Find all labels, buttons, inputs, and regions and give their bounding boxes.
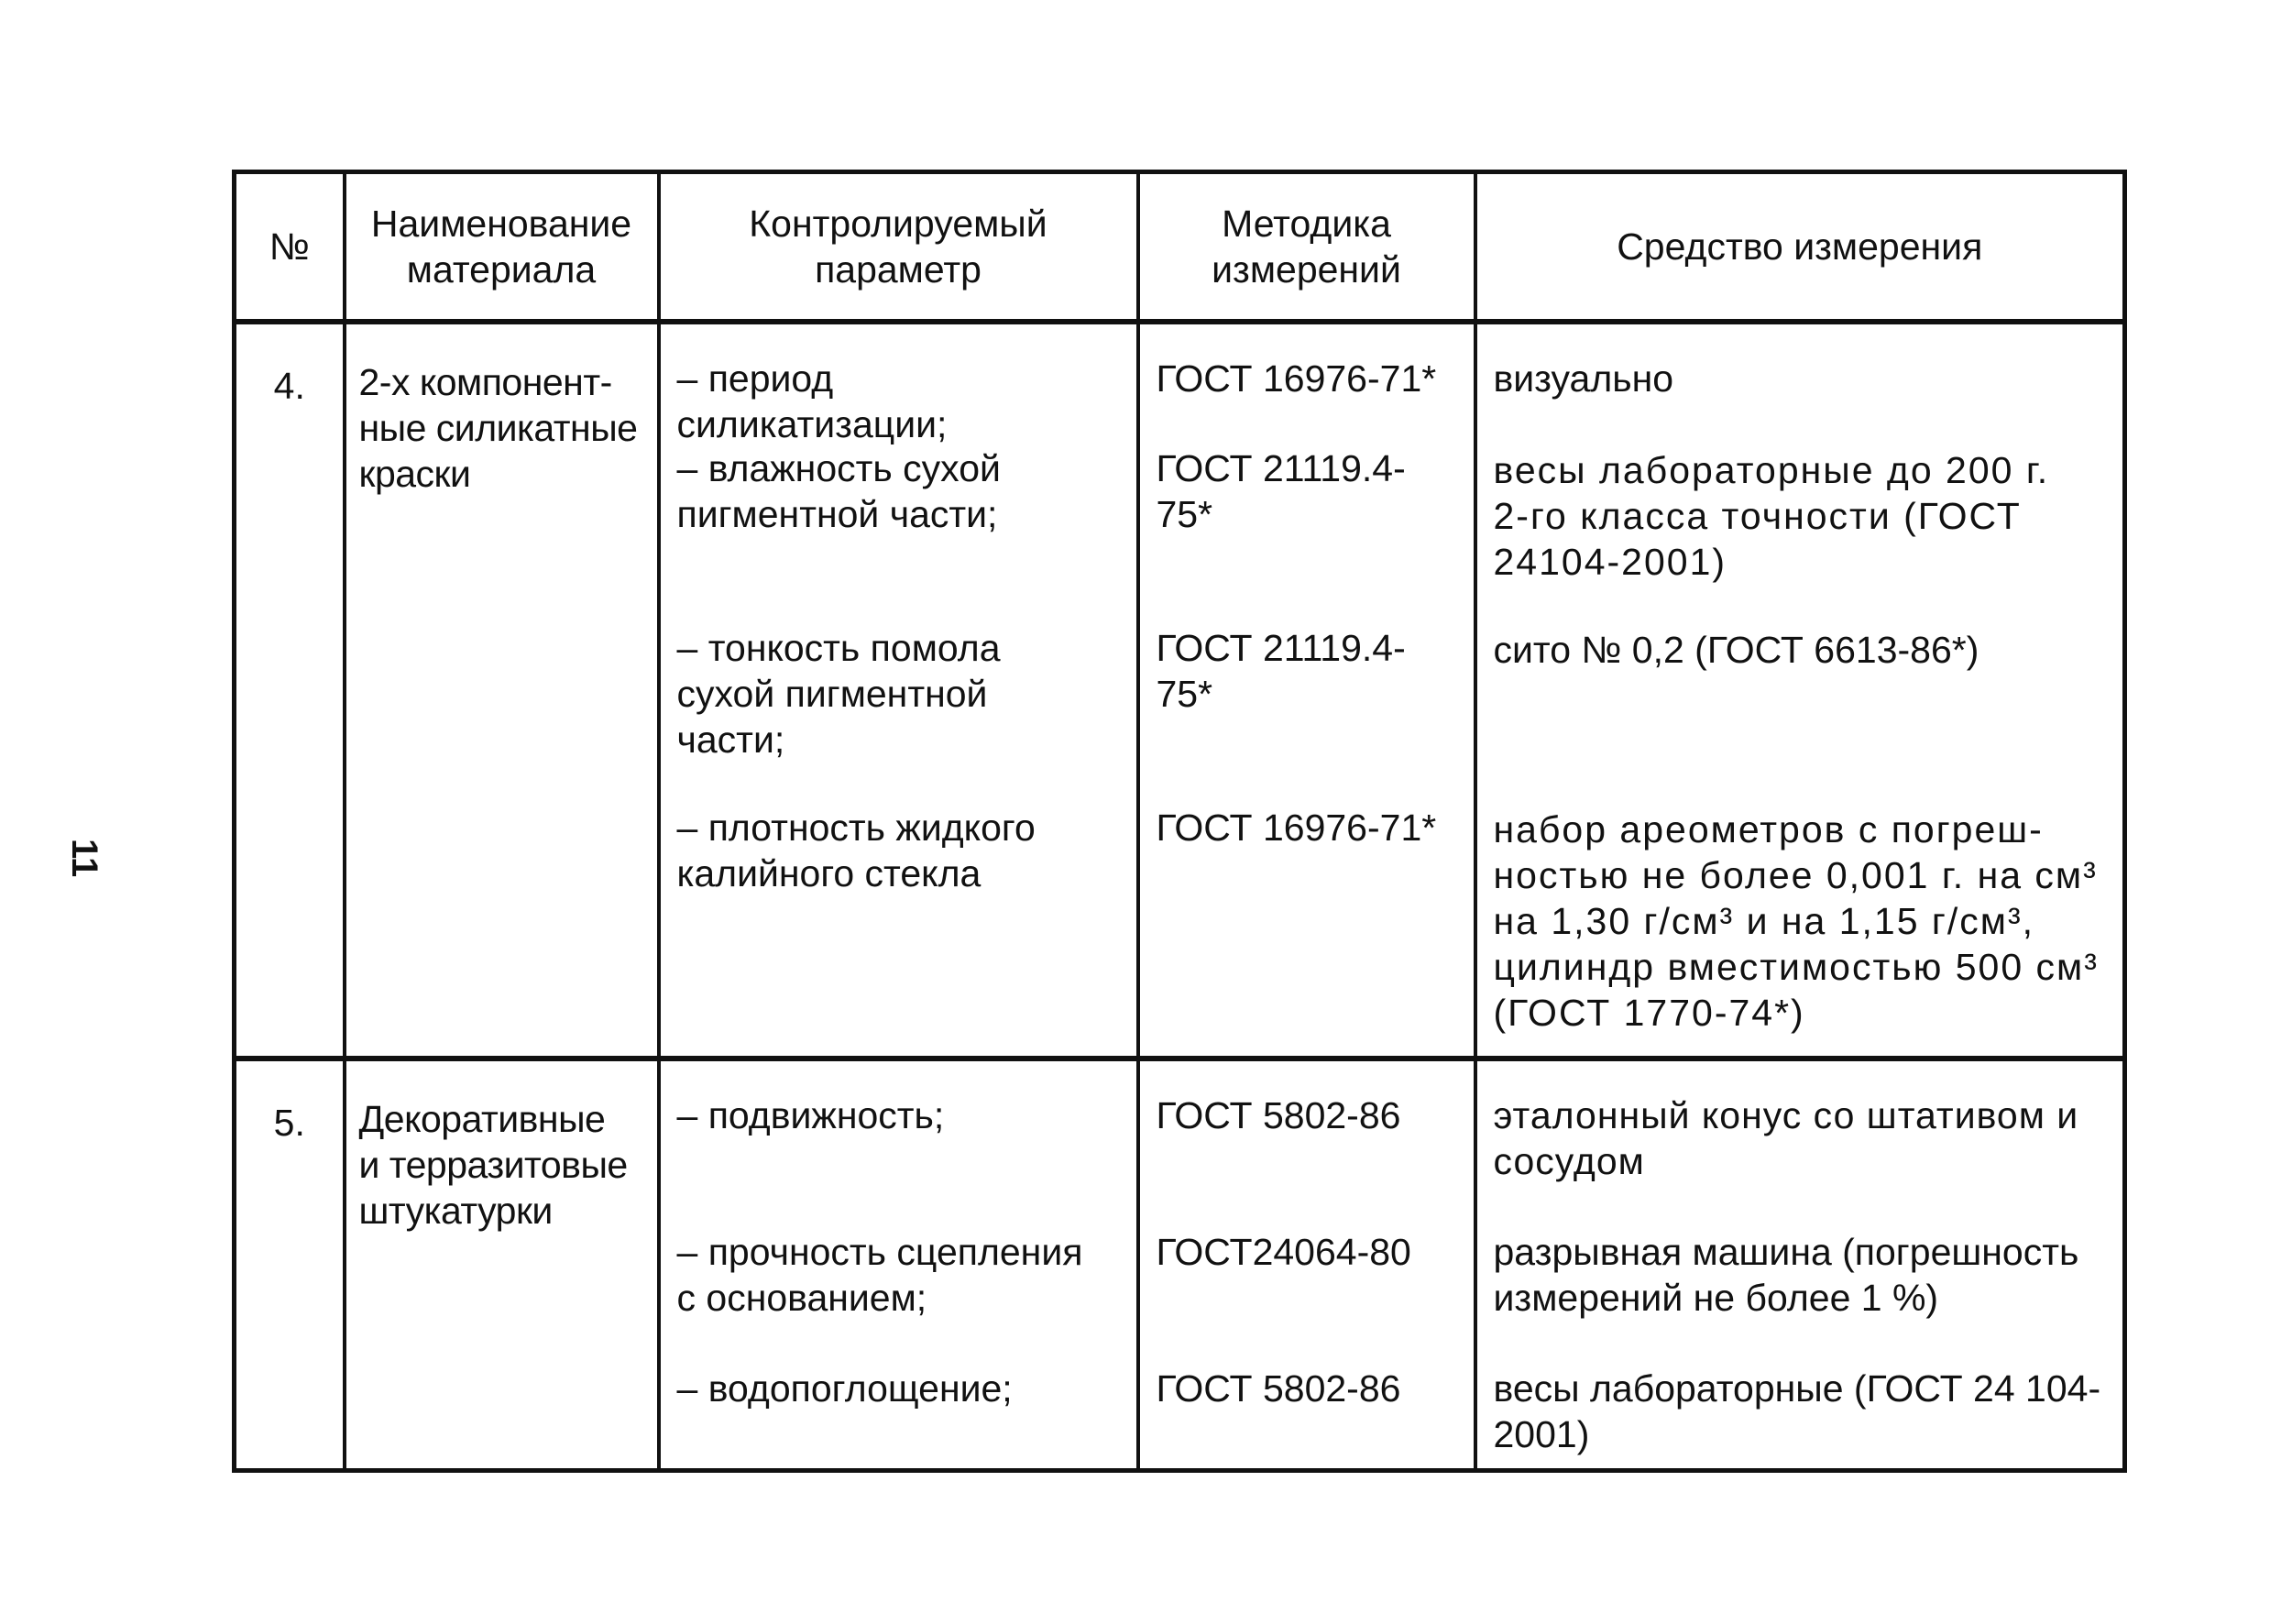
method-item: ГОСТ24064-80 bbox=[1156, 1231, 1411, 1274]
means-item: весы лабораторные до 200 г. 2-го класса точности (ГОСТ 24104-2001) bbox=[1493, 449, 2050, 584]
header-row bbox=[235, 172, 2125, 323]
means-item: эталонный конус со штативом и сосудом bbox=[1493, 1094, 2079, 1183]
means-item: набор ареометров с погреш- ностью не более 0,001 г. на см³ на 1,30 г/см³ и на 1,15 г/см³, цилиндр вместимостью 500 см³ (ГОСТ 1770-74*) bbox=[1493, 808, 2099, 1035]
row-number: 5. bbox=[235, 1059, 345, 1471]
method-item: ГОСТ 5802-86 bbox=[1156, 1367, 1401, 1410]
method-item: ГОСТ 16976-71* bbox=[1156, 357, 1437, 400]
means-cell bbox=[1475, 322, 2125, 1059]
method-item: ГОСТ 5802-86 bbox=[1156, 1094, 1401, 1137]
means-item: разрывная машина (погрешность измерений не более 1 %) bbox=[1493, 1231, 2079, 1320]
parameter-item: – прочность сцепления с основанием; bbox=[676, 1231, 1083, 1320]
parameter-item: – влажность сухой пигментной части; bbox=[676, 447, 1001, 536]
parameters-cell bbox=[659, 322, 1138, 1059]
table-header bbox=[235, 172, 2125, 323]
header-means: Средство измерения bbox=[1475, 172, 2125, 323]
page-number: 11 bbox=[64, 839, 104, 878]
control-table bbox=[232, 170, 2127, 1473]
header-material: Наименование материала bbox=[345, 172, 659, 323]
method-item: ГОСТ 21119.4- 75* bbox=[1156, 627, 1406, 716]
table-row bbox=[235, 1059, 2125, 1471]
method-item: ГОСТ 21119.4- 75* bbox=[1156, 447, 1406, 536]
header-num: № bbox=[235, 172, 345, 323]
methods-cell bbox=[1138, 1059, 1475, 1471]
parameter-item: – период силикатизации; bbox=[676, 357, 948, 446]
means-cell bbox=[1475, 1059, 2125, 1471]
material-name: 2-х компонент- ные силикатные краски bbox=[345, 322, 659, 1059]
parameter-item: – тонкость помола сухой пигментной части; bbox=[676, 627, 1001, 762]
means-item: визуально bbox=[1493, 357, 1674, 400]
material-name: Декоративные и терразитовые штукатурки bbox=[345, 1059, 659, 1471]
parameters-cell bbox=[659, 1059, 1138, 1471]
header-parameter: Контролируемый параметр bbox=[659, 172, 1138, 323]
parameter-item: – плотность жидкого калийного стекла bbox=[676, 807, 1036, 895]
method-item: ГОСТ 16976-71* bbox=[1156, 807, 1437, 849]
means-item: весы лабораторные (ГОСТ 24 104- 2001) bbox=[1493, 1367, 2101, 1456]
table-row bbox=[235, 322, 2125, 1059]
parameter-item: – водопоглощение; bbox=[676, 1367, 1013, 1410]
header-method: Методика измерений bbox=[1138, 172, 1475, 323]
methods-cell bbox=[1138, 322, 1475, 1059]
parameter-item: – подвижность; bbox=[676, 1094, 945, 1137]
row-number: 4. bbox=[235, 322, 345, 1059]
means-item: сито № 0,2 (ГОСТ 6613-86*) bbox=[1493, 629, 1979, 671]
